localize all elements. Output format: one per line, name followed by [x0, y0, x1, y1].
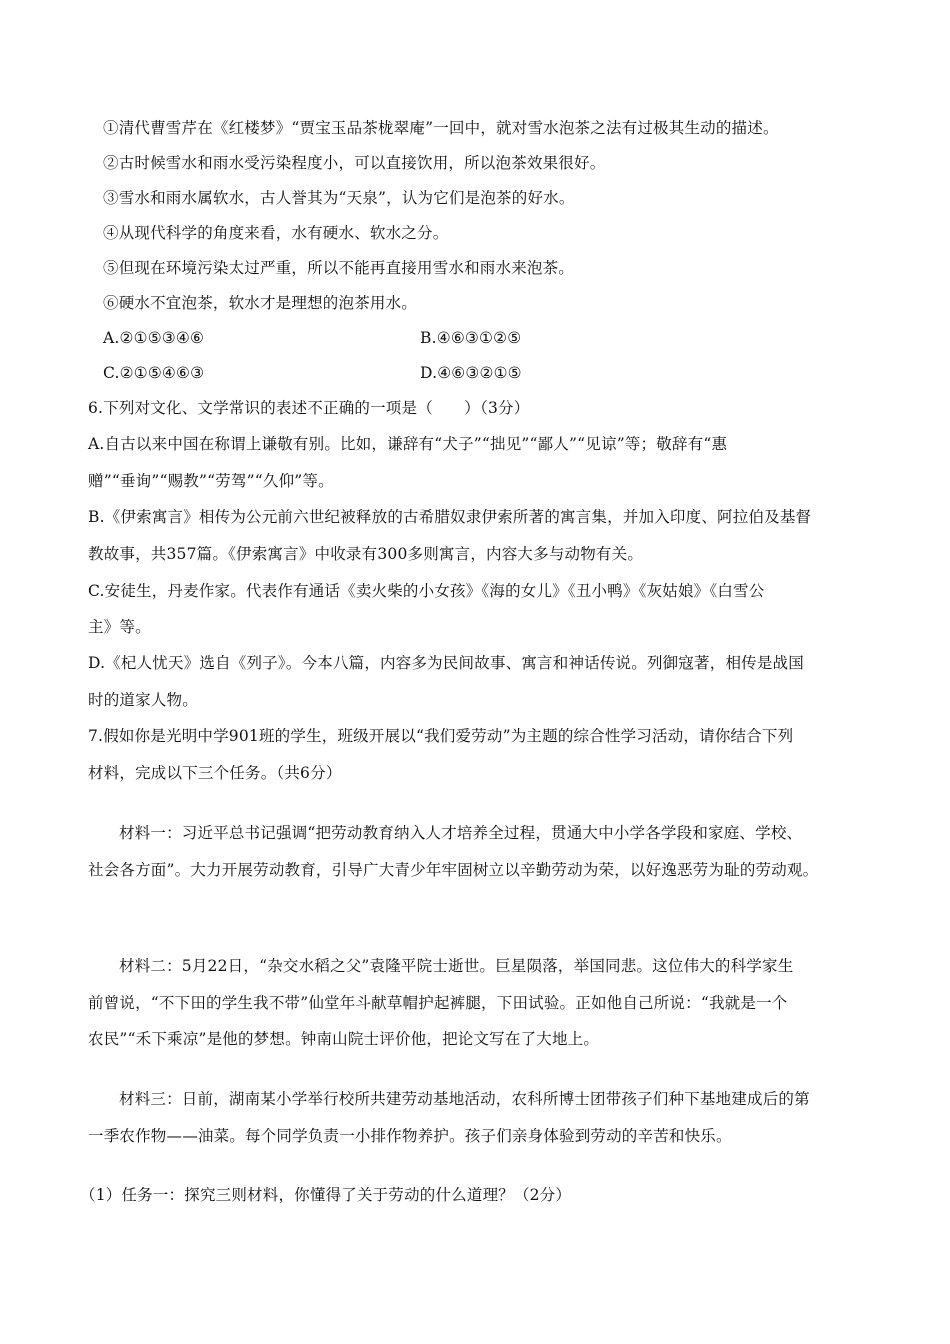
q5-option-a: A.②①⑤③④⑥	[103, 329, 205, 347]
q6-option-d-line2: 时的道家人物。	[88, 691, 198, 709]
material-1-line1: 材料一：习近平总书记强调“把劳动教育纳入人才培养全过程，贯通大中小学各学段和家庭、学校、	[119, 824, 803, 842]
q6-option-d-line1: D.《杞人忧天》选自《列子》。今本八篇，内容多为民间故事、寓言和神话传说。列御寇著，相传是战国	[88, 654, 804, 672]
q5-option-d: D.④⑥③②①⑤	[420, 364, 522, 382]
material-2-line3: 农民”“禾下乘凉”是他的梦想。钟南山院士评价他，把论文写在了大地上。	[88, 1030, 600, 1048]
q6-option-b-line1: B.《伊索寓言》相传为公元前六世纪被释放的古希腊奴隶伊索所著的寓言集，并加入印度、阿拉伯及基督	[88, 508, 812, 526]
q6-option-c-line2: 主》等。	[88, 618, 151, 636]
q6-option-c-line1: C.安徒生，丹麦作家。代表作有通话《卖火柴的小女孩》《海的女儿》《丑小鸭》《灰姑娘》《白雪公	[88, 582, 765, 600]
q5-option-c: C.②①⑤④⑥③	[103, 364, 205, 382]
task-1-question: （1）任务一：探究三则材料，你懂得了关于劳动的什么道理？（2分）	[80, 1186, 572, 1204]
material-1-line2: 社会各方面”。大力开展劳动教育，引导广大青少年牢固树立以辛勤劳动为荣，以好逸恶劳为耻的劳动观。	[88, 861, 819, 879]
material-2-line1: 材料二：5月22日，“杂交水稻之父”袁隆平院士逝世。巨星陨落，举国同悲。这位伟大的科学家生	[119, 957, 794, 975]
q6-stem: 6.下列对文化、文学常识的表述不正确的一项是（ ）（3分）	[88, 399, 530, 417]
sentence-2: ②古时候雪水和雨水受污染程度小，可以直接饮用，所以泡茶效果很好。	[103, 154, 606, 172]
q6-option-b-line2: 教故事，共357篇。《伊索寓言》中收录有300多则寓言，内容大多与动物有关。	[88, 545, 644, 563]
sentence-3: ③雪水和雨水属软水，古人誉其为“天泉”，认为它们是泡茶的好水。	[103, 189, 575, 207]
material-3-line1: 材料三：日前，湖南某小学举行校所共建劳动基地活动，农科所博士团带孩子们种下基地建成后的第	[119, 1090, 810, 1108]
q5-option-b: B.④⑥③①②⑤	[420, 329, 522, 347]
q7-stem-line1: 7.假如你是光明中学901班的学生，班级开展以“我们爱劳动”为主题的综合性学习活动，请你结合下列	[88, 727, 794, 745]
q7-stem-line2: 材料，完成以下三个任务。（共6分）	[88, 764, 342, 782]
sentence-5: ⑤但现在环境污染太过严重，所以不能再直接用雪水和雨水来泡茶。	[103, 259, 575, 277]
material-2-line2: 前曾说，“不下田的学生我不带”仙堂年斗献草帽护起裤腿，下田试验。正如他自己所说：“我就是一个	[88, 994, 788, 1012]
material-3-line2: 一季农作物——油菜。每个同学负责一小排作物养护。孩子们亲身体验到劳动的辛苦和快乐。	[88, 1127, 732, 1145]
q6-option-a-line2: 赠”“垂询”“赐教”“劳驾”“久仰”等。	[88, 472, 334, 490]
sentence-6: ⑥硬水不宜泡茶，软水才是理想的泡茶用水。	[103, 294, 418, 312]
q6-option-a-line1: A.自古以来中国在称谓上谦敬有别。比如，谦辞有“犬子”“拙见”“鄙人”“见谅”等；敬辞有“惠	[88, 435, 728, 453]
sentence-4: ④从现代科学的角度来看，水有硬水、软水之分。	[103, 224, 449, 242]
sentence-1: ①清代曹雪芹在《红楼梦》“贾宝玉品茶栊翠庵”一回中，就对雪水泡茶之法有过极其生动的描述。	[103, 119, 779, 137]
